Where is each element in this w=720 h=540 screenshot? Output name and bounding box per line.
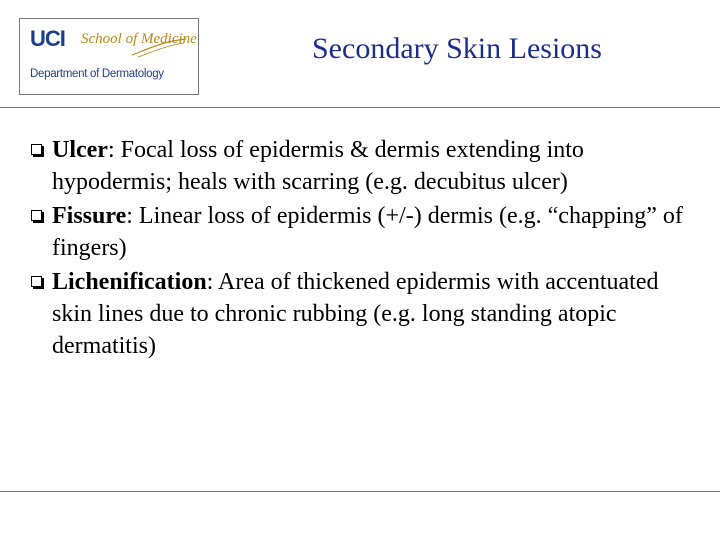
bullet-fissure	[30, 200, 690, 264]
bullet-term: Lichenification	[52, 269, 207, 295]
checkbox-bullet-icon	[31, 210, 42, 221]
slide-title: Secondary Skin Lesions	[312, 32, 602, 65]
bullet-term: Ulcer	[52, 137, 108, 163]
ucsi-dermatology-logo	[19, 18, 199, 95]
logo-department-name: Department of Dermatology	[30, 68, 164, 80]
checkbox-bullet-icon	[31, 144, 42, 155]
bullet-text: : Focal loss of epidermis & dermis extending into hypodermis; heals with scarring (e.g. decubitus ulcer)	[52, 137, 584, 195]
bullet-term: Fissure	[52, 203, 127, 229]
bullet-list	[30, 134, 690, 364]
logo-swoosh-icon	[130, 37, 188, 59]
bullet-text: : Area of thickened epidermis with accentuated skin lines due to chronic rubbing (e.g. long standing atopic dermatitis)	[52, 269, 659, 359]
bullet-ulcer	[30, 134, 690, 198]
checkbox-bullet-icon	[31, 276, 42, 287]
bullet-lichenification	[30, 266, 690, 362]
top-divider	[0, 107, 720, 108]
bottom-divider	[0, 491, 720, 492]
logo-school-name: School of Medicine	[81, 31, 197, 47]
bullet-text: : Linear loss of epidermis (+/-) dermis (e.g. “chapping” of fingers)	[52, 203, 683, 261]
logo-uci-wordmark: UCI	[30, 26, 65, 51]
